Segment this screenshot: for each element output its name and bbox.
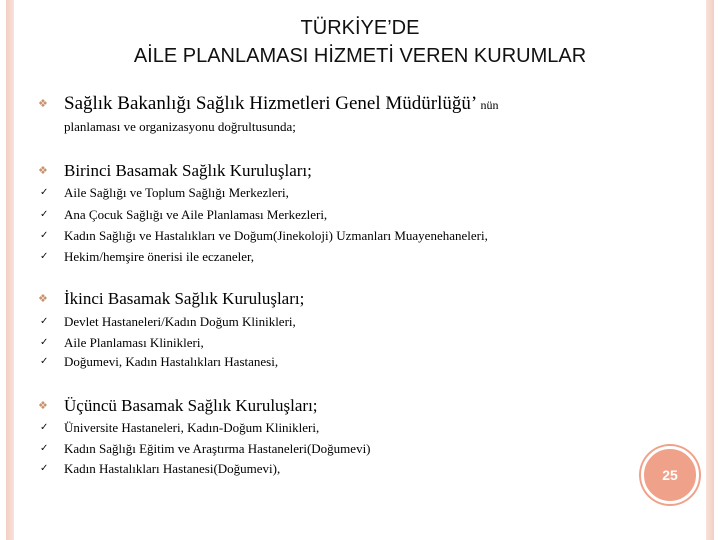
checkmark-icon: ✓ (40, 251, 49, 262)
circle-bullet-icon: ❖ (38, 164, 48, 177)
ministry-heading-suffix: nün (480, 98, 499, 112)
circle-bullet-icon: ❖ (38, 399, 48, 412)
title-line-1: TÜRKİYE’DE (300, 17, 420, 39)
left-frame-border (6, 0, 14, 540)
checkmark-icon: ✓ (40, 316, 49, 327)
checkmark-icon: ✓ (40, 443, 49, 454)
section-heading-ministry (64, 93, 499, 116)
circle-bullet-icon: ❖ (38, 292, 48, 305)
list-item: Aile Planlaması Klinikleri, (64, 335, 204, 350)
list-item: Doğumevi, Kadın Hastalıkları Hastanesi, (64, 354, 279, 369)
list-item: Aile Sağlığı ve Toplum Sağlığı Merkezleri, (64, 185, 289, 200)
list-item: Kadın Sağlığı ve Hastalıkları ve Doğum(Jinekoloji) Uzmanları Muayenehaneleri, (64, 228, 488, 243)
checkmark-icon: ✓ (40, 337, 49, 348)
checkmark-icon: ✓ (40, 356, 49, 367)
list-item: Kadın Hastalıkları Hastanesi(Doğumevi), (64, 461, 281, 476)
checkmark-icon: ✓ (40, 187, 49, 198)
circle-bullet-icon: ❖ (38, 97, 48, 110)
list-item: Ana Çocuk Sağlığı ve Aile Planlaması Merkezleri, (64, 207, 328, 222)
checkmark-icon: ✓ (40, 463, 49, 474)
ministry-note: planlaması ve organizasyonu doğrultusunda; (64, 119, 296, 134)
checkmark-icon: ✓ (40, 230, 49, 241)
list-item: Kadın Sağlığı Eğitim ve Araştırma Hastaneleri(Doğumevi) (64, 441, 371, 456)
section-heading-primary: Birinci Basamak Sağlık Kuruluşları; (64, 161, 312, 180)
checkmark-icon: ✓ (40, 209, 49, 220)
title-line-2: AİLE PLANLAMASI HİZMETİ VEREN KURUMLAR (133, 45, 587, 67)
section-heading-secondary: İkinci Basamak Sağlık Kuruluşları; (64, 289, 305, 308)
page-number-badge: 25 (641, 446, 699, 504)
checkmark-icon: ✓ (40, 422, 49, 433)
right-frame-border (706, 0, 714, 540)
slide-title (0, 14, 720, 70)
ministry-heading-text: Sağlık Bakanlığı Sağlık Hizmetleri Genel Müdürlüğü’ (64, 93, 476, 114)
list-item: Hekim/hemşire önerisi ile eczaneler, (64, 249, 255, 264)
list-item: Üniversite Hastaneleri, Kadın-Doğum Klinikleri, (64, 420, 320, 435)
section-heading-tertiary: Üçüncü Basamak Sağlık Kuruluşları; (64, 396, 318, 415)
list-item: Devlet Hastaneleri/Kadın Doğum Klinikleri, (64, 314, 296, 329)
